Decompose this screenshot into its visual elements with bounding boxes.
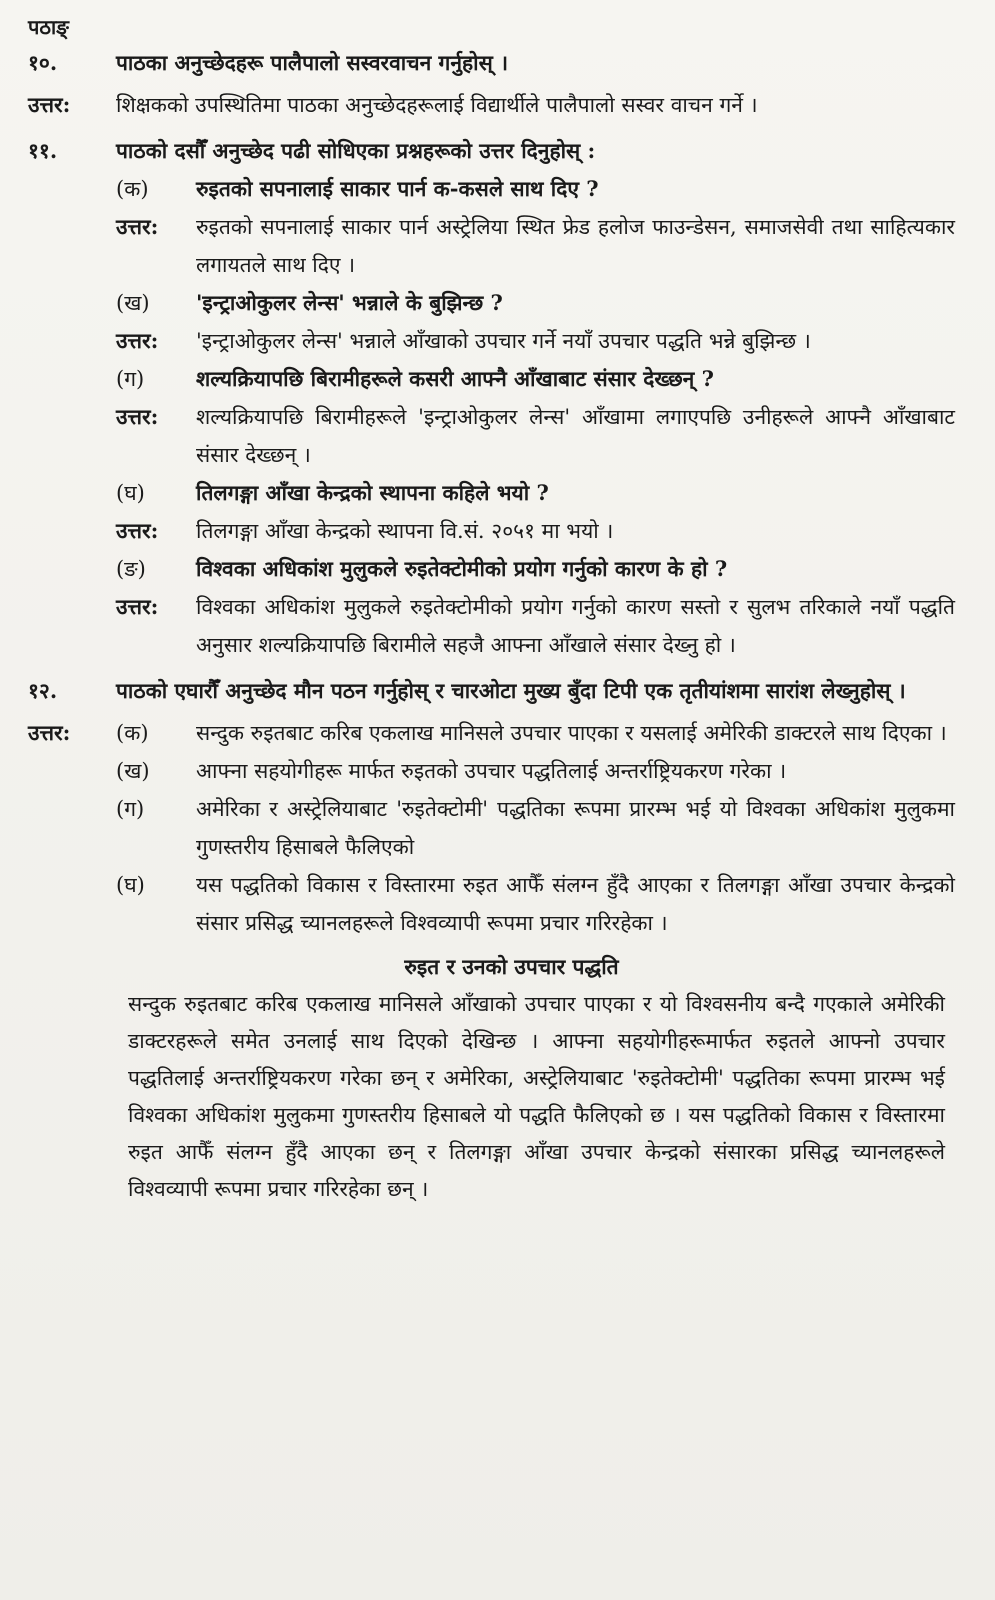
sub-question-label: (ख) xyxy=(116,291,150,315)
answer-label: उत्तर: xyxy=(28,92,71,117)
answer-12-point-kha xyxy=(28,752,955,790)
point-label: (ख) xyxy=(116,759,150,783)
answer-label: उत्तर: xyxy=(116,214,159,239)
sub-question-label: (ङ) xyxy=(116,557,146,581)
sub-question-text: रुइतको सपनालाई साकार पार्न क-कसले साथ दिए ? xyxy=(196,176,599,201)
sub-answer-ka xyxy=(116,208,955,284)
sub-answer-gha xyxy=(116,512,955,550)
sub-question-label: (ग) xyxy=(116,367,145,391)
question-12 xyxy=(28,672,955,710)
question-11 xyxy=(28,132,955,170)
sub-question-label: (क) xyxy=(116,177,149,201)
sub-question-text: विश्वका अधिकांश मुलुकले रुइतेक्टोमीको प्रयोग गर्नुको कारण के हो ? xyxy=(196,556,728,581)
point-text: सन्दुक रुइतबाट करिब एकलाख मानिसले उपचार पाएका र यसलाई अमेरिकी डाक्टरले साथ दिएका । xyxy=(196,721,947,745)
answer-text: शिक्षकको उपस्थितिमा पाठका अनुच्छेदहरूलाई विद्यार्थीले पालैपालो सस्वर वाचन गर्ने । xyxy=(116,93,758,117)
question-10 xyxy=(28,44,955,82)
answer-label: उत्तर: xyxy=(116,404,159,429)
answer-label: उत्तर: xyxy=(116,594,159,619)
sub-question-label: (घ) xyxy=(116,481,145,505)
answer-label: उत्तर: xyxy=(116,518,159,543)
point-label: (ग) xyxy=(116,797,145,821)
sub-answer-ga xyxy=(116,398,955,474)
sub-question-text: शल्यक्रियापछि बिरामीहरूले कसरी आफ्नै आँखाबाट संसार देख्छन् ? xyxy=(196,366,714,391)
answer-12-point-ka xyxy=(28,714,955,752)
point-text: आफ्ना सहयोगीहरू मार्फत रुइतको उपचार पद्धतिलाई अन्तर्राष्ट्रियकरण गरेका । xyxy=(196,759,787,783)
answer-text: रुइतको सपनालाई साकार पार्न अस्ट्रेलिया स्थित फ्रेड हलोज फाउन्डेसन, समाजसेवी तथा साहित्यकार लगायतले साथ दिए । xyxy=(196,215,955,277)
sub-question-kha xyxy=(116,284,955,322)
answer-label: उत्तर: xyxy=(116,328,159,353)
question-text: पाठको दसौँ अनुच्छेद पढी सोधिएका प्रश्नहरूको उत्तर दिनुहोस् : xyxy=(116,138,596,163)
sub-answer-nga xyxy=(116,588,955,664)
answer-label: उत्तर: xyxy=(28,720,71,745)
point-text: अमेरिका र अस्ट्रेलियाबाट 'रुइतेक्टोमी' पद्धतिका रूपमा प्रारम्भ भई यो विश्वका अधिकांश मुलुकमा गुणस्तरीय हिसाबले फैलिएको xyxy=(196,797,955,859)
answer-12-point-gha xyxy=(28,866,955,942)
question-number: ११. xyxy=(28,138,58,163)
answer-10 xyxy=(28,86,955,124)
summary-title: रुइत र उनको उपचार पद्धति xyxy=(404,954,619,979)
sub-question-nga xyxy=(116,550,955,588)
question-11-parts xyxy=(28,170,955,664)
question-number: १०. xyxy=(28,50,58,75)
sub-answer-kha xyxy=(116,322,955,360)
sub-question-text: तिलगङ्गा आँखा केन्द्रको स्थापना कहिले भयो ? xyxy=(196,480,549,505)
point-text: यस पद्धतिको विकास र विस्तारमा रुइत आफैँ संलग्न हुँदै आएका र तिलगङ्गा आँखा उपचार केन्द्रको संसार प्रसिद्ध च्यानलहरूले विश्वव्यापी रूपमा प्रचार गरिरहेका । xyxy=(196,873,955,935)
answer-text: तिलगङ्गा आँखा केन्द्रको स्थापना वि.सं. २०५१ मा भयो । xyxy=(196,519,614,543)
answer-text: 'इन्ट्राओकुलर लेन्स' भन्नाले आँखाको उपचार गर्ने नयाँ उपचार पद्धति भन्ने बुझिन्छ । xyxy=(196,329,811,353)
sub-question-ka xyxy=(116,170,955,208)
question-text: पाठका अनुच्छेदहरू पालैपालो सस्वरवाचन गर्नुहोस् । xyxy=(116,50,509,75)
page-header: पठाङ् xyxy=(28,15,69,39)
sub-question-ga xyxy=(116,360,955,398)
answer-text: शल्यक्रियापछि बिरामीहरूले 'इन्ट्राओकुलर लेन्स' आँखामा लगाएपछि उनीहरूले आफ्नै आँखाबाट संसार देख्छन् । xyxy=(196,405,955,467)
point-label: (घ) xyxy=(116,873,145,897)
point-label: (क) xyxy=(116,721,149,745)
summary-paragraph: सन्दुक रुइतबाट करिब एकलाख मानिसले आँखाको उपचार पाएका र यो विश्वसनीय बन्दै गएकाले अमेरिकी डाक्टरहरूले समेत उनलाई साथ दिएको देखिन्छ । आफ्ना सहयोगीहरूमार्फत रुइतले आफ्नो उपचार पद्धतिलाई अन्तर्राष्ट्रियकरण गरेका छन् र अमेरिका, अस्ट्रेलियाबाट 'रुइतेक्टोमी' पद्धतिका रूपमा प्रारम्भ भई विश्वका अधिकांश मुलुकमा गुणस्तरीय हिसाबले यो पद्धति फैलिएको छ । यस पद्धतिको विकास र विस्तारमा रुइत आफैँ संलग्न हुँदै आएका छन् र तिलगङ्गा आँखा उपचार केन्द्रको संसारका प्रसिद्ध च्यानलहरूले विश्वव्यापी रूपमा प्रचार गरिरहेका छन् । xyxy=(128,992,945,1201)
question-text: पाठको एघारौँ अनुच्छेद मौन पठन गर्नुहोस् र चारओटा मुख्य बुँदा टिपी एक तृतीयांशमा सारांश लेख्नुहोस् । xyxy=(116,678,906,703)
sub-question-gha xyxy=(116,474,955,512)
sub-question-text: 'इन्ट्राओकुलर लेन्स' भन्नाले के बुझिन्छ ? xyxy=(196,290,503,315)
question-number: १२. xyxy=(28,678,58,703)
answer-text: विश्वका अधिकांश मुलुकले रुइतेक्टोमीको प्रयोग गर्नुको कारण सस्तो र सुलभ तरिकाले नयाँ पद्धति अनुसार शल्यक्रियापछि बिरामीले सहजै आफ्ना आँखाले संसार देख्नु हो । xyxy=(196,595,955,657)
answer-12-point-ga xyxy=(28,790,955,866)
